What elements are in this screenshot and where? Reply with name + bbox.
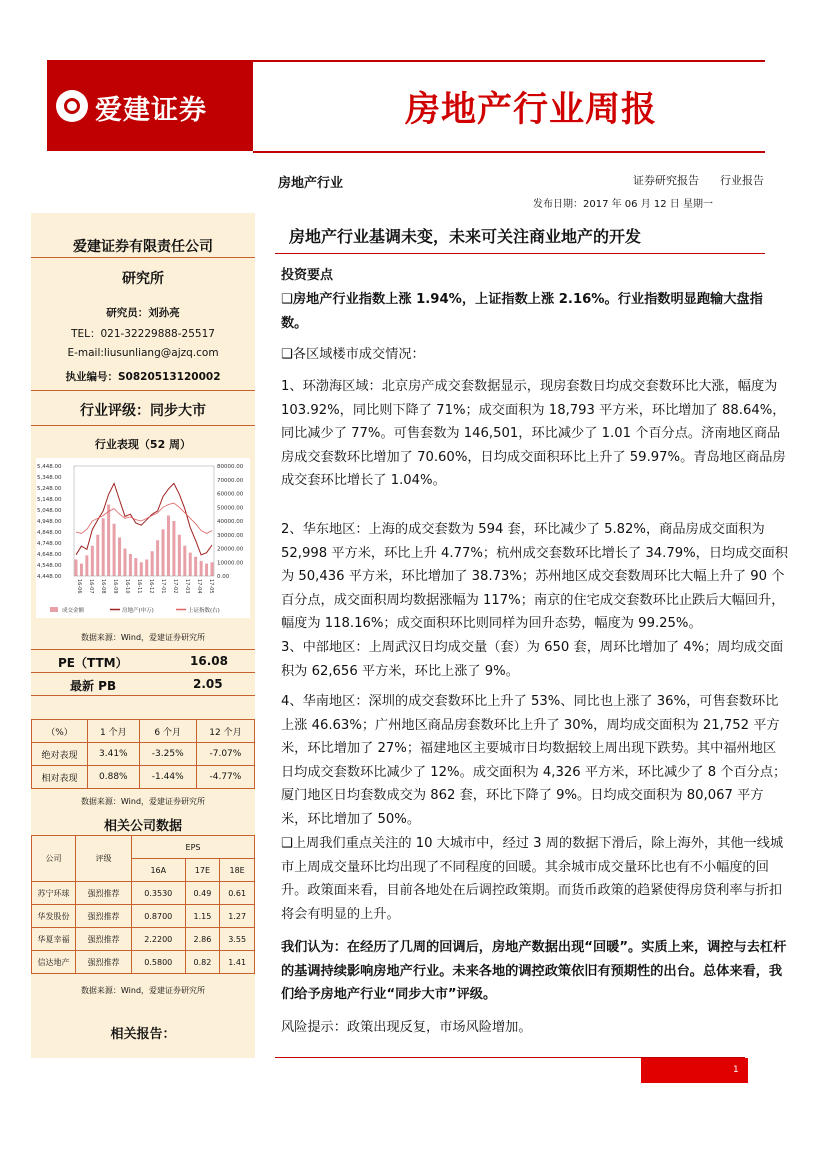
- comp-cell: 华发股份: [32, 905, 76, 928]
- sidebar-divider: [31, 695, 255, 696]
- related-reports-title: 相关报告：: [110, 1027, 176, 1042]
- perf-cell: 0.88%: [88, 766, 140, 789]
- y-right-tick-label: 30000.00: [217, 532, 244, 539]
- y-left-tick-label: 5,448.00: [37, 464, 62, 470]
- pb-value: 2.05: [193, 677, 223, 691]
- x-tick-label: 17-01: [160, 579, 166, 594]
- region-central: 3、中部地区：上周武汉日均成交量（套）为 650 套，周环比增加了 4%；周均成交面积为 62,656 平方米，环比上涨了 9%。: [281, 640, 784, 679]
- perf-cell: -3.25%: [139, 743, 196, 766]
- volume-bar: [102, 518, 105, 576]
- volume-bar: [134, 558, 137, 576]
- table-row: [32, 882, 255, 905]
- perf-cell: 3.41%: [88, 743, 140, 766]
- volume-bar: [85, 555, 88, 576]
- table-row: [32, 766, 255, 789]
- x-tick-label: 16-12: [148, 579, 154, 594]
- x-tick-label: 17-02: [172, 579, 178, 594]
- sidebar-researcher: 研究员：刘孙亮: [106, 307, 180, 319]
- comp-cell: 0.5800: [132, 951, 186, 974]
- legend-swatch: [50, 607, 58, 612]
- volume-bar: [211, 562, 214, 576]
- industry-performance-chart: [36, 458, 250, 618]
- footer-bar: [641, 1058, 748, 1083]
- x-tick-label: 16-11: [136, 579, 142, 594]
- x-tick-label: 17-04: [196, 579, 202, 594]
- comp-cell: 0.82: [185, 951, 220, 974]
- perf-header: （%）: [32, 720, 88, 743]
- sidebar-company: 爱建证券有限责任公司: [73, 239, 213, 255]
- comp-cell: 强烈推荐: [76, 882, 132, 905]
- header-rule-bottom: [253, 151, 765, 153]
- sidebar-divider: [31, 257, 255, 258]
- comp-cell: 2.2200: [132, 928, 186, 951]
- report-title: 房地产行业周报: [405, 90, 658, 130]
- comp-header: EPS: [132, 836, 255, 859]
- perf-cell: 绝对表现: [32, 743, 88, 766]
- volume-bar: [178, 535, 181, 576]
- y-left-tick-label: 4,448.00: [37, 574, 62, 580]
- volume-bar: [172, 521, 175, 576]
- y-right-tick-label: 80000.00: [217, 464, 244, 470]
- volume-bar: [107, 505, 110, 577]
- company-data-table: [31, 835, 255, 974]
- title-rule: [275, 253, 765, 254]
- header-rule-top: [253, 60, 765, 62]
- volume-bar: [75, 560, 78, 577]
- volume-bar: [156, 540, 159, 576]
- x-tick-label: 16-08: [100, 579, 106, 594]
- table-row: [32, 905, 255, 928]
- volume-bar: [183, 546, 186, 576]
- section-label: 投资要点: [281, 268, 334, 283]
- comp-cell: 1.27: [220, 905, 255, 928]
- summary-point-2: ❑各区域楼市成交情况：: [281, 347, 425, 362]
- volume-bar: [167, 516, 170, 577]
- x-tick-label: 16-10: [124, 579, 130, 594]
- perf-header: 6 个月: [139, 720, 196, 743]
- volume-bar: [91, 546, 94, 576]
- comp-year: 17E: [185, 859, 220, 882]
- perf-cell: 相对表现: [32, 766, 88, 789]
- comp-cell: 1.15: [185, 905, 220, 928]
- y-left-tick-label: 4,648.00: [37, 552, 62, 558]
- sidebar-divider: [31, 649, 255, 650]
- comp-cell: 苏宁环球: [32, 882, 76, 905]
- volume-bar: [145, 560, 148, 577]
- volume-bar: [140, 562, 143, 576]
- sidebar-license: 执业编号：S0820513120002: [65, 371, 221, 383]
- comp-cell: 0.8700: [132, 905, 186, 928]
- comp-year: 18E: [220, 859, 255, 882]
- pb-label: 最新 PB: [70, 679, 117, 693]
- sidebar-tel: TEL：021-32229888-25517: [71, 328, 215, 340]
- x-tick-label: 17-05: [208, 579, 214, 594]
- sidebar-divider: [31, 390, 255, 391]
- perf-source: 数据来源：Wind，爱建证券研究所: [80, 797, 206, 806]
- y-right-tick-label: 40000.00: [217, 519, 244, 525]
- volume-bar: [194, 557, 197, 576]
- legend-label: 上证指数(右): [188, 608, 220, 614]
- comp-cell: 信达地产: [32, 951, 76, 974]
- y-left-tick-label: 5,048.00: [37, 508, 62, 514]
- performance-table: [31, 719, 255, 789]
- volume-bar: [162, 529, 165, 576]
- y-right-tick-label: 70000.00: [217, 477, 244, 484]
- sidebar-email[interactable]: E-mail:liusunliang@ajzq.com: [67, 347, 219, 359]
- volume-bar: [200, 561, 203, 576]
- y-right-tick-label: 10000.00: [217, 560, 244, 567]
- comp-cell: 2.86: [185, 928, 220, 951]
- comp-cell: 0.61: [220, 882, 255, 905]
- y-left-tick-label: 5,248.00: [37, 486, 62, 492]
- volume-bar: [118, 538, 121, 577]
- y-left-tick-label: 5,348.00: [37, 475, 62, 481]
- comp-cell: 3.55: [220, 928, 255, 951]
- pe-value: 16.08: [190, 654, 228, 668]
- report-type-label: 证券研究报告: [633, 174, 699, 187]
- x-tick-label: 17-03: [184, 579, 190, 594]
- sidebar-institute: 研究所: [122, 271, 164, 287]
- sidebar-divider: [31, 425, 255, 426]
- comp-header: 评级: [76, 836, 132, 882]
- perf-header: 12 个月: [196, 720, 254, 743]
- volume-bar: [129, 554, 132, 576]
- comp-cell: 0.49: [185, 882, 220, 905]
- comp-cell: 0.3530: [132, 882, 186, 905]
- volume-bar: [123, 549, 126, 577]
- comp-header: 公司: [32, 836, 76, 882]
- page-number: 1: [733, 1065, 739, 1075]
- perf-cell: -1.44%: [139, 766, 196, 789]
- comp-cell: 1.41: [220, 951, 255, 974]
- volume-bar: [80, 564, 83, 576]
- comp-cell: 强烈推荐: [76, 905, 132, 928]
- region-east: 2、华东地区：上海的成交套数为 594 套，环比减少了 5.82%，商品房成交面积为 52,998 平方米，环比上升 4.77%；杭州成交套数环比增长了 34.79%，日均成交面积为 50,436 平方米，环比增加了 38.73%；苏州地区成交套数周环比大幅上升了 90 个百分点，成交面积周均数据涨幅为 117%；南京的住宅成交套数环比止跌后大幅回升，幅度为 118.16%；成交面积环比则同样为回升态势，幅度为 99.25%。: [281, 522, 788, 631]
- perf-header: 1 个月: [88, 720, 140, 743]
- risk-warning: 风险提示：政策出现反复，市场风险增加。: [281, 1020, 532, 1035]
- pe-label: PE（TTM）: [58, 656, 128, 670]
- logo-icon-inner: [64, 98, 80, 114]
- x-tick-label: 16-06: [76, 579, 82, 594]
- x-tick-label: 16-07: [88, 579, 94, 594]
- related-company-title: 相关公司数据: [103, 819, 182, 834]
- perf-cell: -4.77%: [196, 766, 254, 789]
- publish-date: 发布日期：2017 年 06 月 12 日 星期一: [533, 199, 713, 210]
- volume-bar: [205, 564, 208, 576]
- y-left-tick-label: 4,948.00: [37, 519, 62, 525]
- y-right-tick-label: 0.00: [217, 574, 230, 580]
- volume-bar: [189, 553, 192, 576]
- chart-title: 行业表现（52 周）: [94, 438, 192, 451]
- y-left-tick-label: 4,848.00: [37, 530, 62, 536]
- comp-cell: 强烈推荐: [76, 928, 132, 951]
- summary-point-1: ❑房地产行业指数上涨 1.94%，上证指数上涨 2.16%。行业指数明显跑输大盘指数。: [281, 292, 763, 331]
- conclusion: 我们认为：在经历了几周的回调后，房地产数据出现“回暖”。实质上来，调控与去杠杆的基调持续影响房地产行业。未来各地的调控政策依旧有预期性的出台。总体来看，我们给予房地产行业“同步大市”评级。: [281, 940, 787, 1002]
- table-row: [32, 951, 255, 974]
- industry-label: 房地产行业: [278, 176, 344, 191]
- y-right-tick-label: 50000.00: [217, 505, 244, 512]
- y-left-tick-label: 4,548.00: [37, 563, 62, 569]
- x-tick-label: 16-09: [112, 579, 118, 594]
- y-left-tick-label: 5,148.00: [37, 497, 62, 503]
- legend-label: 成交金额: [62, 608, 85, 614]
- region-south: 4、华南地区：深圳的成交套数环比上升了 53%、同比也上涨了 36%，可售套数环比上涨 46.63%；广州地区商品房套数环比上升了 30%，周均成交面积为 21,752 平方米，环比增加了 27%；福建地区主要城市日均数据较上周出现下跌势。其中福州地区日均成交套数环比减少了 12%。成交面积为 4,326 平方米，环比减少了 8 个百分点；厦门地区日均套数成交为 862 套，环比下降了 9%。日均成交面积为 80,067 平方米，环比增加了 50%。: [281, 694, 787, 827]
- sidebar-divider: [31, 672, 255, 673]
- comp-cell: 强烈推荐: [76, 951, 132, 974]
- summary-point-3: ❑上周我们重点关注的 10 大城市中，经过 3 周的数据下滑后，除上海外，其他一线城市上周成交量环比均出现了不同程度的回暖。其余城市成交量环比也有不小幅度的回升。政策面来看，目前各地处在后调控政策期。而货币政策的趋紧使得房贷利率与折扣将会有明显的上升。: [281, 836, 784, 922]
- y-right-tick-label: 60000.00: [217, 491, 244, 498]
- volume-bar: [113, 524, 116, 576]
- volume-bar: [96, 535, 99, 576]
- industry-rating: 行业评级：同步大市: [80, 403, 206, 419]
- table-row: [32, 743, 255, 766]
- y-left-tick-label: 4,748.00: [37, 541, 62, 547]
- region-bohai: 1、环渤海区域：北京房产成交套数据显示，现房套数日均成交套数环比大涨，幅度为 103.92%，同比则下降了 71%；成交面积为 18,793 平方米，环比增加了 88.64%，同比减少了 77%。可售套数为 146,501，环比减少了 1.01 个百分点。济南地区商品房成交套数环比增加了 70.60%，日均成交面积环比上升了 59.97%。青岛地区商品房成交套环比增长了 1.04%。: [281, 379, 786, 488]
- table-row: [32, 928, 255, 951]
- comp-year: 16A: [132, 859, 186, 882]
- chart-source: 数据来源：Wind，爱建证券研究所: [80, 633, 206, 642]
- comp-cell: 华夏幸福: [32, 928, 76, 951]
- company-logo-text: 爱建证券: [95, 95, 207, 126]
- volume-bar: [151, 551, 154, 576]
- y-right-tick-label: 20000.00: [217, 546, 244, 553]
- company-source: 数据来源：Wind，爱建证券研究所: [80, 986, 206, 995]
- perf-cell: -7.07%: [196, 743, 254, 766]
- article-title: 房地产行业基调未变，未来可关注商业地产的开发: [289, 227, 642, 246]
- report-category-label: 行业报告: [720, 174, 764, 187]
- legend-label: 房地产(申万): [122, 608, 154, 614]
